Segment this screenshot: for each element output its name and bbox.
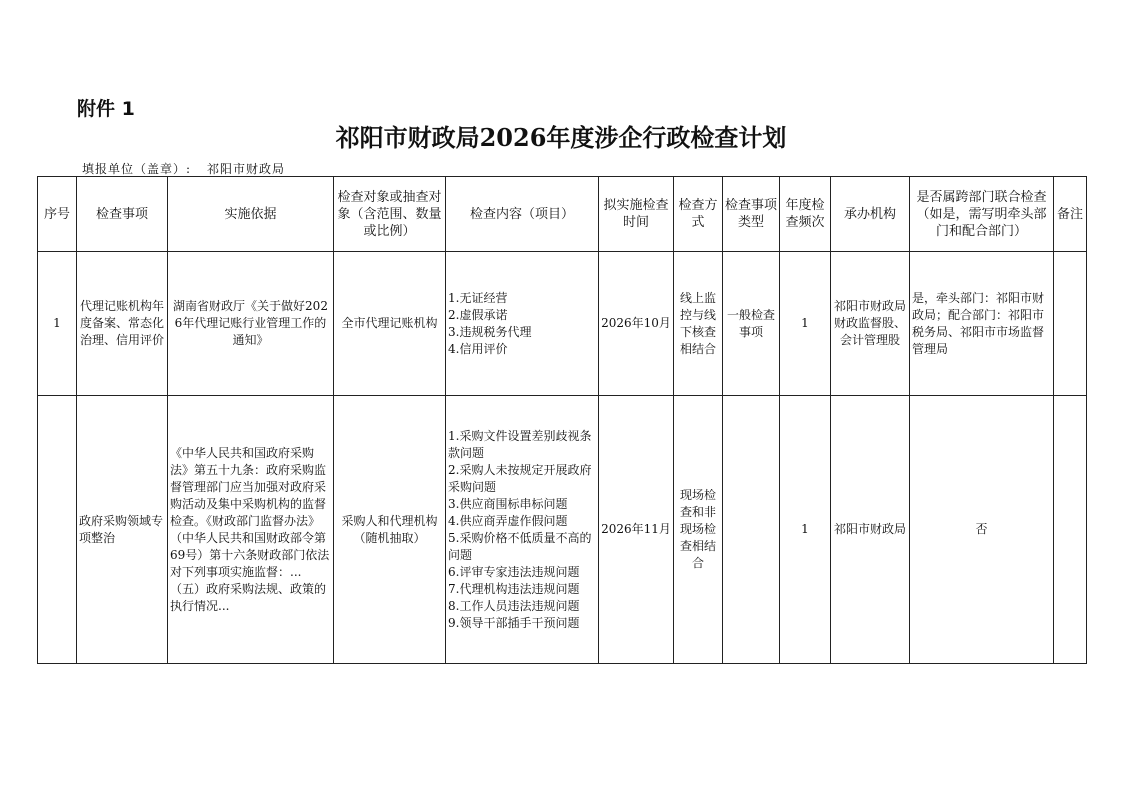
cell-item: 代理记账机构年度备案、常态化治理、信用评价 — [77, 252, 168, 396]
header-method: 检查方式 — [674, 177, 723, 252]
list-item: 7.代理机构违法违规问题 — [448, 581, 580, 596]
cell-agency: 祁阳市财政局财政监督股、会计管理股 — [831, 252, 910, 396]
header-content: 检查内容（项目） — [446, 177, 599, 252]
attachment-label: 附件 1 — [77, 98, 135, 120]
header-joint: 是否属跨部门联合检查（如是，需写明牵头部门和配合部门） — [910, 177, 1054, 252]
table-row — [38, 396, 1087, 664]
cell-type — [723, 396, 780, 664]
list-item: 4.供应商弄虚作假问题 — [448, 513, 568, 528]
cell-remark — [1054, 252, 1087, 396]
header-agency: 承办机构 — [831, 177, 910, 252]
list-item: 2.虚假承诺 — [448, 307, 508, 322]
cell-index: 1 — [38, 252, 77, 396]
content-list — [448, 428, 596, 632]
filler-unit-label: 填报单位（盖章）: — [82, 162, 192, 176]
list-item: 2.采购人未按规定开展政府采购问题 — [448, 462, 592, 494]
cell-frequency: 1 — [780, 252, 831, 396]
table-row — [38, 252, 1087, 396]
list-item: 3.供应商围标串标问题 — [448, 496, 568, 511]
header-target: 检查对象或抽查对象（含范围、数量或比例） — [334, 177, 446, 252]
cell-content — [446, 396, 599, 664]
list-item: 5.采购价格不低质量不高的问题 — [448, 530, 592, 562]
cell-frequency: 1 — [780, 396, 831, 664]
cell-joint: 否 — [910, 396, 1054, 664]
content-list — [448, 290, 596, 358]
cell-basis: 湖南省财政厅《关于做好2026年代理记账行业管理工作的通知》 — [168, 252, 334, 396]
cell-time: 2026年11月 — [599, 396, 674, 664]
header-index: 序号 — [38, 177, 77, 252]
inspection-plan-table — [37, 176, 1087, 664]
document-title: 祁阳市财政局2026年度涉企行政检查计划 — [335, 123, 787, 152]
header-item: 检查事项 — [77, 177, 168, 252]
cell-method: 线上监控与线下核查相结合 — [674, 252, 723, 396]
cell-remark — [1054, 396, 1087, 664]
filler-unit — [82, 160, 285, 177]
cell-basis: 《中华人民共和国政府采购法》第五十九条：政府采购监督管理部门应当加强对政府采购活动及集中采购机构的监督检查。《财政部门监督办法》（中华人民共和国财政部令第69号）第十六条财政部门依法对下列事项实施监督：...（五）政府采购法规、政策的执行情况... — [168, 396, 334, 664]
list-item: 4.信用评价 — [448, 341, 508, 356]
cell-target: 采购人和代理机构（随机抽取） — [334, 396, 446, 664]
cell-agency: 祁阳市财政局 — [831, 396, 910, 664]
cell-item: 政府采购领域专项整治 — [77, 396, 168, 664]
cell-index — [38, 396, 77, 664]
list-item: 8.工作人员违法违规问题 — [448, 598, 580, 613]
list-item: 1.采购文件设置差别歧视条款问题 — [448, 428, 592, 460]
header-basis: 实施依据 — [168, 177, 334, 252]
cell-content — [446, 252, 599, 396]
cell-joint: 是，牵头部门：祁阳市财政局；配合部门：祁阳市税务局、祁阳市市场监督管理局 — [910, 252, 1054, 396]
table-header-row — [38, 177, 1087, 252]
cell-target: 全市代理记账机构 — [334, 252, 446, 396]
header-frequency: 年度检查频次 — [780, 177, 831, 252]
list-item: 1.无证经营 — [448, 290, 508, 305]
header-remark: 备注 — [1054, 177, 1087, 252]
header-time: 拟实施检查时间 — [599, 177, 674, 252]
cell-time: 2026年10月 — [599, 252, 674, 396]
cell-type: 一般检查事项 — [723, 252, 780, 396]
filler-unit-value: 祁阳市财政局 — [207, 162, 286, 176]
cell-method: 现场检查和非现场检查相结合 — [674, 396, 723, 664]
list-item: 9.领导干部插手干预问题 — [448, 615, 580, 630]
list-item: 6.评审专家违法违规问题 — [448, 564, 580, 579]
list-item: 3.违规税务代理 — [448, 324, 532, 339]
header-type: 检查事项类型 — [723, 177, 780, 252]
